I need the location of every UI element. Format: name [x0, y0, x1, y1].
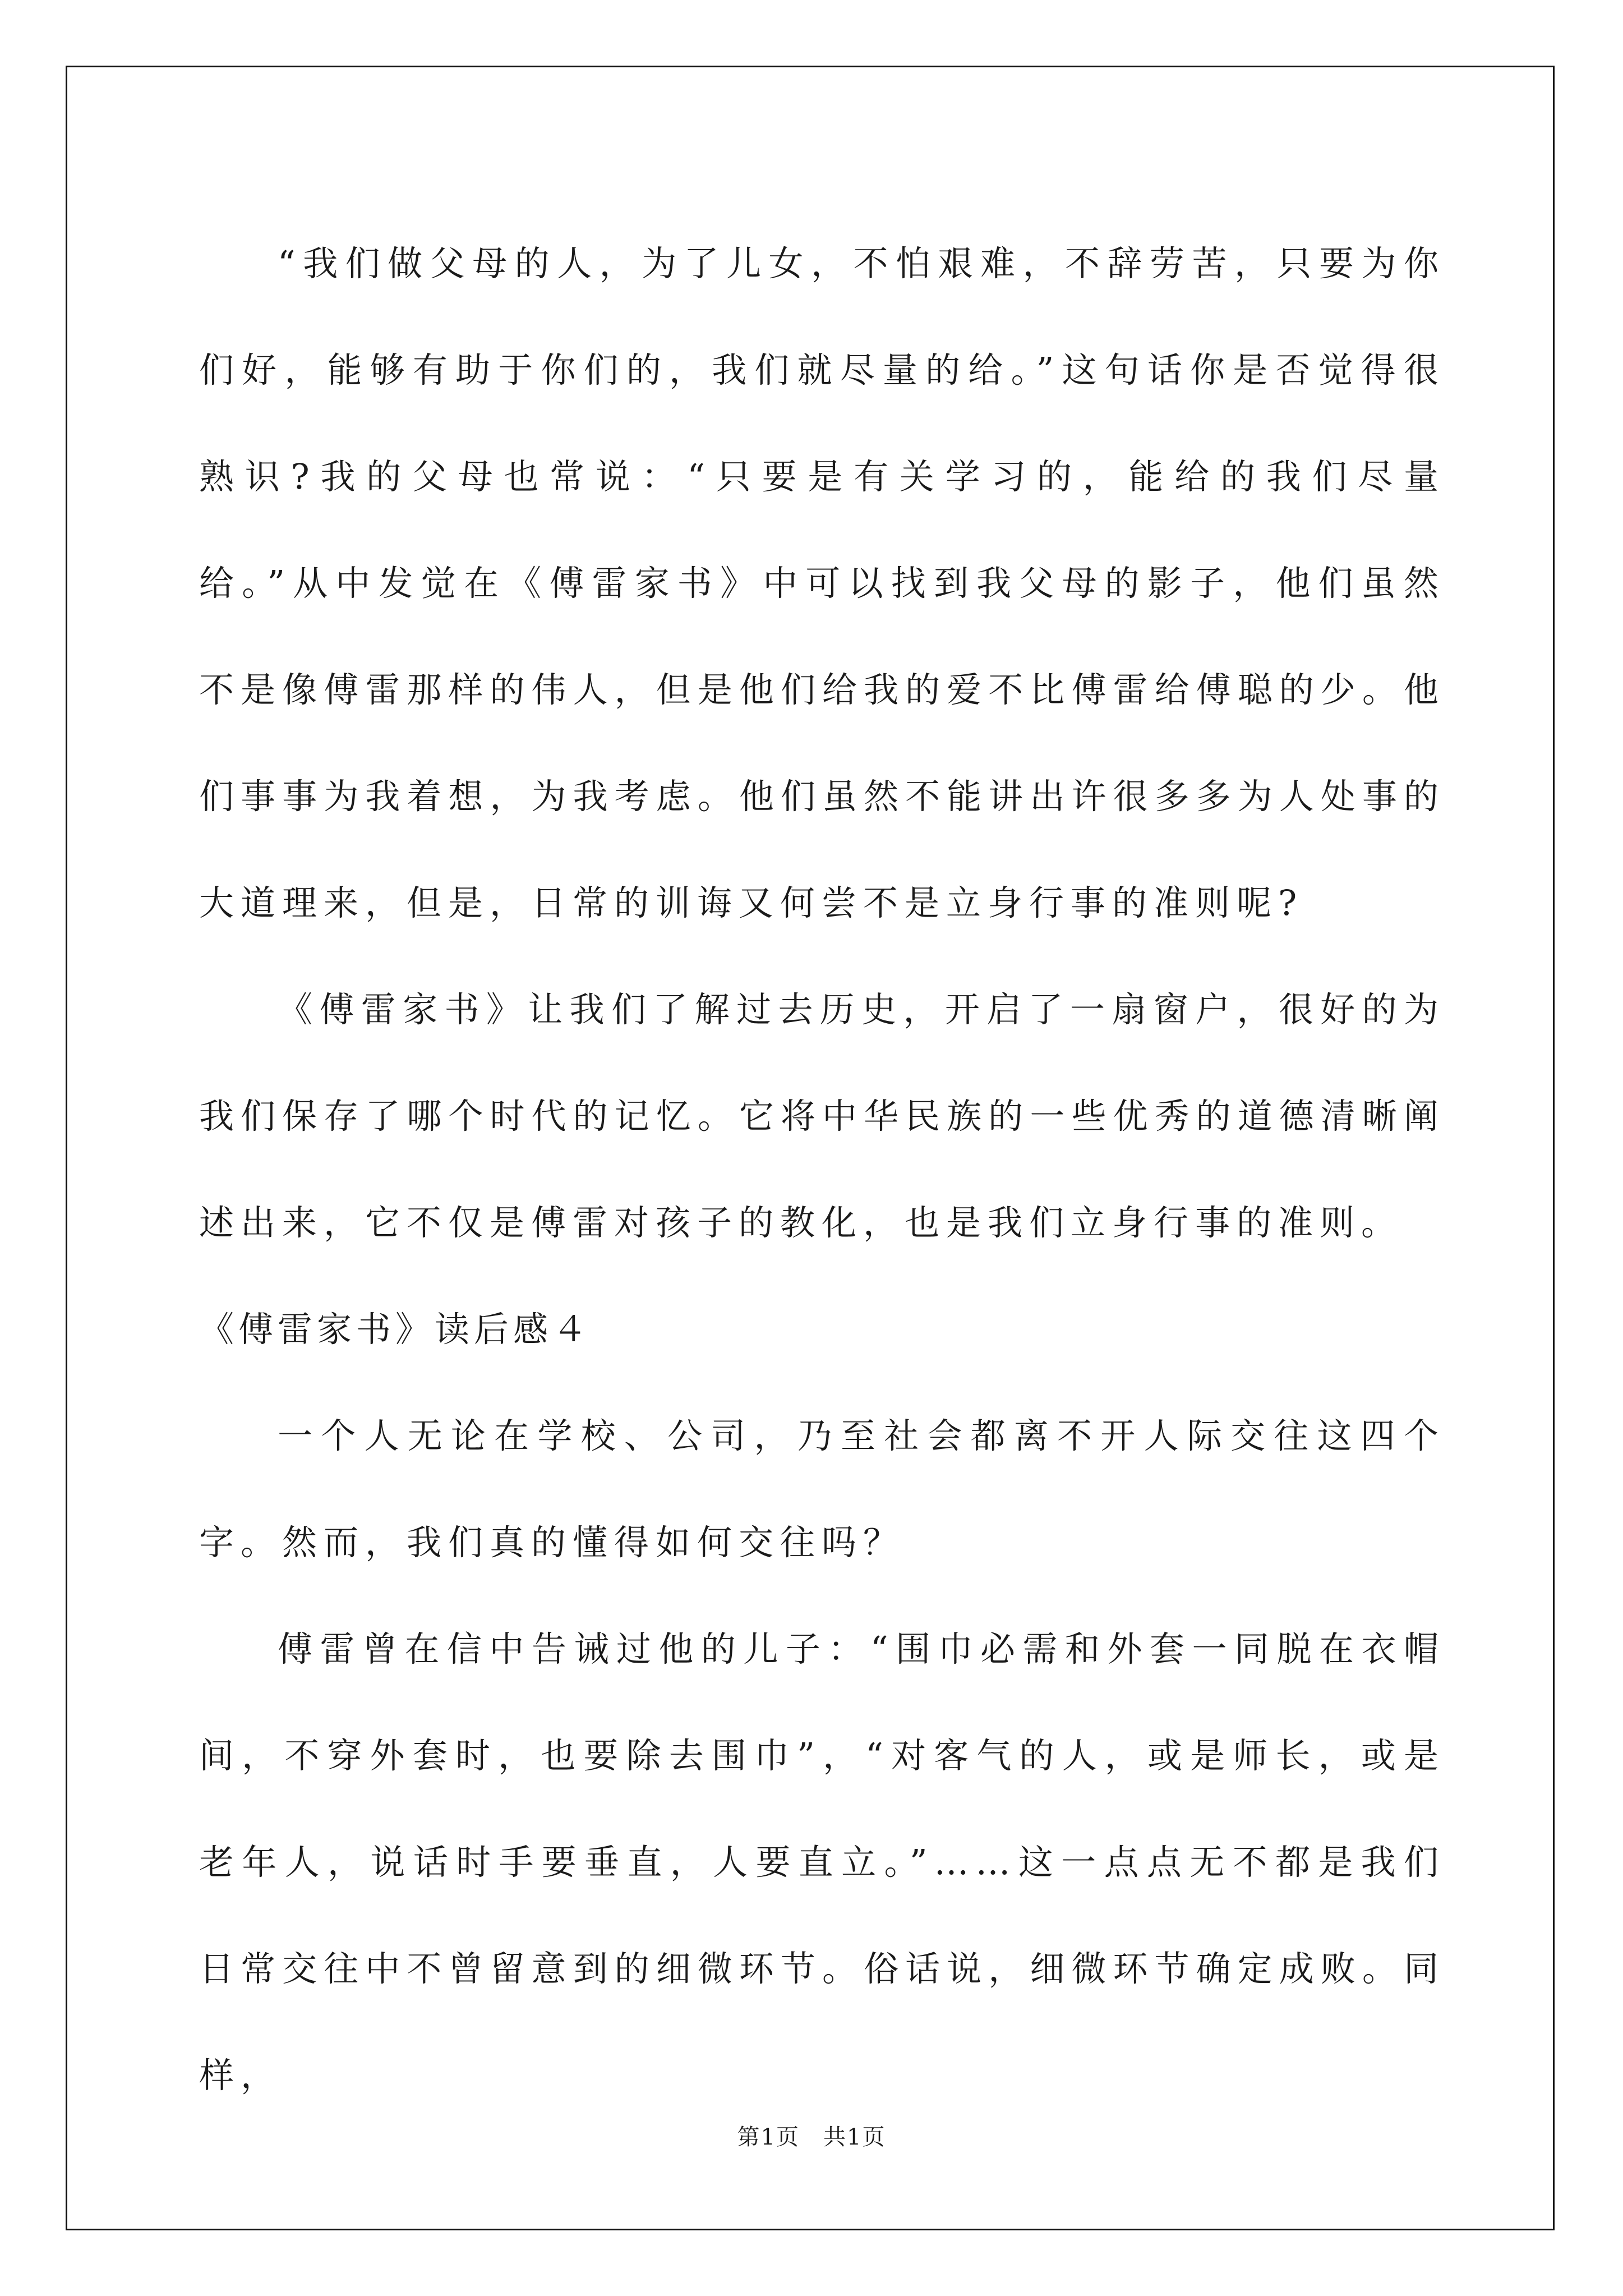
paragraph-3: 一个人无论在学校、公司，乃至社会都离不开人际交往这四个字。然而，我们真的懂得如何交往吗？: [199, 1415, 1445, 1563]
page-footer: 第1页 共1页: [737, 2124, 886, 2150]
paragraph-4: 傅雷曾在信中告诫过他的儿子：“围巾必需和外套一同脱在衣帽间，不穿外套时，也要除去围巾”，“对客气的人，或是师长，或是老年人，说话时手要垂直，人要直立。”……这一点点无不都是我们日常交往中不曾留意到的细微环节。俗话说，细微环节确定成败。同样，: [199, 1628, 1445, 2096]
paragraph-1: “我们做父母的人，为了儿女，不怕艰难，不辞劳苦，只要为你们好，能够有助于你们的，我们就尽量的给。”这句话你是否觉得很熟识?我的父母也常说：“只要是有关学习的，能给的我们尽量给。”从中发觉在《傅雷家书》中可以找到我父母的影子，他们虽然不是像傅雷那样的伟人，但是他们给我的爱不比傅雷给傅聪的少。他们事事为我着想，为我考虑。他们虽然不能讲出许很多多为人处事的大道理来，但是，日常的训诲又何尝不是立身行事的准则呢?: [199, 243, 1445, 923]
paragraph-2: 《傅雷家书》让我们了解过去历史，开启了一扇窗户，很好的为我们保存了哪个时代的记忆。它将中华民族的一些优秀的道德清晰阐述出来，它不仅是傅雷对孩子的教化，也是我们立身行事的准则。: [199, 989, 1445, 1243]
section-heading: 《傅雷家书》读后感４: [199, 1309, 592, 1350]
document-body: [199, 210, 1445, 2129]
